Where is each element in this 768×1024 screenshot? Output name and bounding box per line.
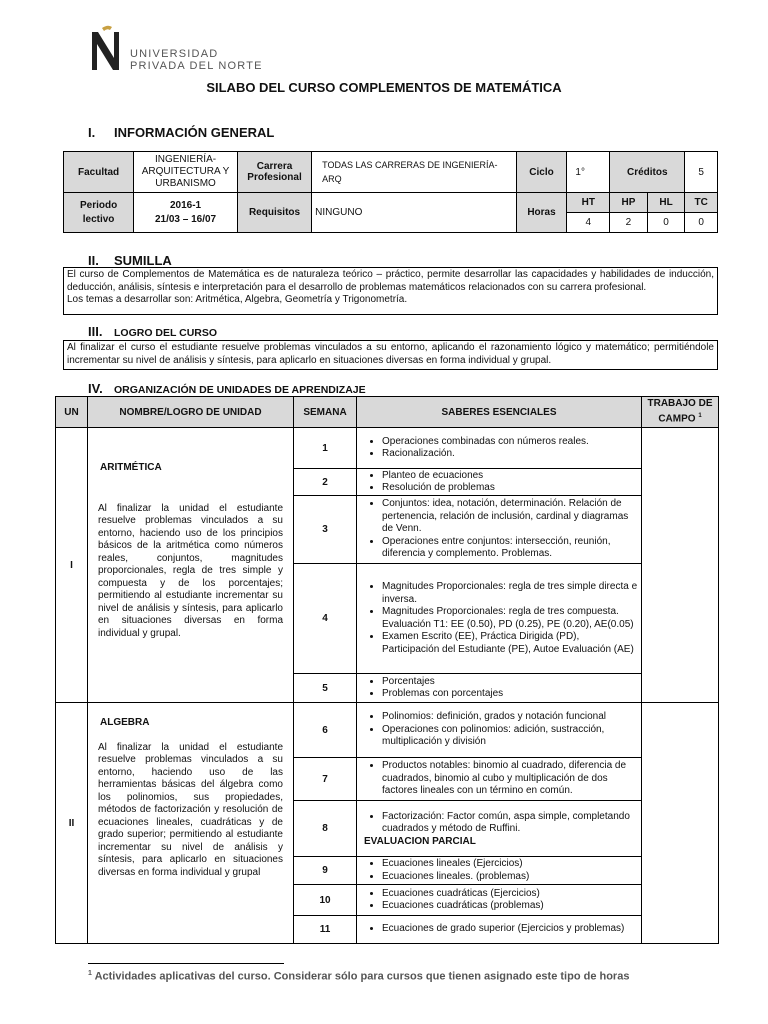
logo-text-name: PRIVADA DEL NORTE <box>130 60 263 72</box>
hp-label: HP <box>610 193 648 213</box>
creditos-value: 5 <box>685 152 718 193</box>
section-number: II. <box>88 253 99 268</box>
content-item: • Examen Escrito (EE), Práctica Dirigida (PD), Participación del Estudiante (PE), Autoe Evaluación (AE) <box>382 631 638 656</box>
unit-title-1: ARITMÉTICA <box>100 462 162 473</box>
trabajo-cell-2 <box>642 703 719 944</box>
section-number: IV. <box>88 381 103 396</box>
unit-logro-1: Al finalizar la unidad el estudiante resuelve problemas vinculados a su entorno, haciendo uso de los principios básicos de la aritmética como números reales, conjuntos, magnitudes proporcionales, regla de tres simple y compuesta y de los porcentajes; permitiendo al estudiante incrementar su nivel de análisis y síntesis, para aplicarlo en situaciones diversas en forma individual y grupal. <box>98 502 283 639</box>
content-item: • Productos notables: binomio al cuadrado, diferencia de cuadrados, binomio al cubo y multiplicación de dos factores lineales con un término en común. <box>382 760 638 798</box>
week-content <box>357 916 642 944</box>
section-number: III. <box>88 324 103 339</box>
content-item: • Operaciones con polinomios: adición, sustracción, multiplicación y división <box>382 724 638 749</box>
content-item: • Factorización: Factor común, aspa simple, completando cuadrados y método de Ruffini. <box>382 811 638 836</box>
week-content <box>357 496 642 564</box>
requisitos-label: Requisitos <box>237 193 311 233</box>
creditos-label: Créditos <box>610 152 685 193</box>
tc-label: TC <box>685 193 718 213</box>
content-item: • Polinomios: definición, grados y notación funcional <box>382 711 638 724</box>
units-table <box>55 396 719 944</box>
week-number: 5 <box>294 674 357 703</box>
header-semana: SEMANA <box>294 397 357 428</box>
week-content <box>357 758 642 801</box>
tc-value: 0 <box>685 213 718 233</box>
sumilla-text: El curso de Complementos de Matemática es de naturaleza teórico – práctico, permite desarrollar las capacidades y habilidades de inducción, deducción, análisis, síntesis e interpretación para el desarrollo de problemas matemáticos relacionados con su carrera profesional. <box>67 269 714 293</box>
content-item: • Ecuaciones lineales (Ejercicios) <box>382 858 638 871</box>
header-nombre: NOMBRE/LOGRO DE UNIDAD <box>88 397 294 428</box>
week-content <box>357 885 642 916</box>
header-trabajo-footnote-ref: 1 <box>698 413 702 420</box>
header-trabajo-text: TRABAJO DE CAMPO <box>647 398 713 425</box>
week-content <box>357 857 642 885</box>
unit-roman-1: I <box>56 428 88 703</box>
week-content <box>357 801 642 857</box>
periodo-code: 2016-1 <box>169 199 202 211</box>
section-title: SUMILLA <box>114 253 172 268</box>
evaluation-label: EVALUACION PARCIAL <box>364 835 476 847</box>
content-item: • Ecuaciones lineales. (problemas) <box>382 871 638 884</box>
week-number: 11 <box>294 916 357 944</box>
periodo-dates: 21/03 – 16/07 <box>154 213 217 225</box>
carrera-value: TODAS LAS CARRERAS DE INGENIERÍA-ARQ <box>312 152 516 193</box>
content-item: • Magnitudes Proporcionales: regla de tres simple directa e inversa. <box>382 581 638 606</box>
section-title: LOGRO DEL CURSO <box>114 327 218 339</box>
sumilla-topics: Los temas a desarrollar son: Aritmética, Algebra, Geometría y Trigonometría. <box>67 294 408 305</box>
logro-text: Al finalizar el curso el estudiante resuelve problemas vinculados a su entorno, aplicando el razonamiento lógico y matemático; permitiéndole incrementar su nivel de análisis y síntesis, para aplicarlo en situaciones diversas en forma individual y grupal. <box>67 342 714 366</box>
footnote-text: Actividades aplicativas del curso. Considerar sólo para cursos que tienen asignado este tipo de horas <box>94 970 630 983</box>
unit-roman-2: II <box>56 703 88 944</box>
header-trabajo <box>642 397 719 428</box>
footnote-separator <box>88 963 284 964</box>
content-item: • Racionalización. <box>382 448 638 461</box>
logro-box <box>63 340 718 370</box>
unit-logro-2: Al finalizar la unidad el estudiante resuelve problemas vinculados a su entorno, haciendo uso de las herramientas básicas del álgebra como los polinomios, sus propiedades, métodos de factorización y resolución de ecuaciones lineales, cuadráticas y de grado superior; permitiendo al estudiante incrementar su nivel de análisis y síntesis, para aplicarlo en situaciones diversas en forma individual y grupal <box>98 741 283 878</box>
unit-title-2: ALGEBRA <box>100 717 150 728</box>
ciclo-label: Ciclo <box>516 152 567 193</box>
week-content <box>357 564 642 674</box>
trabajo-cell-1 <box>642 428 719 703</box>
content-item: • Resolución de problemas <box>382 482 638 495</box>
hl-value: 0 <box>647 213 685 233</box>
week-number: 2 <box>294 469 357 496</box>
logo-text-university: UNIVERSIDAD <box>130 48 219 60</box>
content-item: • Operaciones combinadas con números reales. <box>382 436 638 449</box>
week-number: 1 <box>294 428 357 469</box>
week-number: 7 <box>294 758 357 801</box>
periodo-value <box>134 193 238 233</box>
content-item: • Ecuaciones cuadráticas (Ejercicios) <box>382 888 638 901</box>
week-content <box>357 674 642 703</box>
section-title: ORGANIZACIÓN DE UNIDADES DE APRENDIZAJE <box>114 384 366 396</box>
facultad-label: Facultad <box>64 152 134 193</box>
carrera-label: Carrera Profesional <box>237 152 311 193</box>
content-item: • Ecuaciones de grado superior (Ejercicios y problemas) <box>382 923 638 936</box>
section-number: I. <box>88 125 96 140</box>
ciclo-value: 1° <box>567 152 610 193</box>
week-number: 8 <box>294 801 357 857</box>
week-content <box>357 469 642 496</box>
week-number: 10 <box>294 885 357 916</box>
section-heading-sumilla <box>88 253 172 268</box>
unit-cell-1 <box>88 428 294 703</box>
header-saberes: SABERES ESENCIALES <box>357 397 642 428</box>
content-item: • Conjuntos: idea, notación, determinación. Relación de pertenencia, relación de inclusión, cardinal y diagramas de Venn. <box>382 498 638 536</box>
section-title: INFORMACIÓN GENERAL <box>114 125 275 140</box>
hl-label: HL <box>647 193 685 213</box>
ht-value: 4 <box>567 213 610 233</box>
general-info-table <box>63 151 718 233</box>
facultad-value: INGENIERÍA-ARQUITECTURA Y URBANISMO <box>134 152 238 193</box>
requisitos-value: NINGUNO <box>312 193 516 233</box>
footnote-marker: 1 <box>88 970 92 977</box>
content-item: • Planteo de ecuaciones <box>382 470 638 483</box>
content-item: • Ecuaciones cuadráticas (problemas) <box>382 900 638 913</box>
content-item: • Operaciones entre conjuntos: intersección, reunión, diferencia y complemento. Problemas. <box>382 536 638 561</box>
unit-cell-2 <box>88 703 294 944</box>
sumilla-box <box>63 267 718 315</box>
content-item: • Porcentajes <box>382 676 638 689</box>
section-heading-units <box>88 381 366 396</box>
content-item: • Magnitudes Proporcionales: regla de tres compuesta. Evaluación T1: EE (0.50), PD (0.25), PE (0.20), AE(0.05) <box>382 606 638 631</box>
document-title: SILABO DEL CURSO COMPLEMENTOS DE MATEMÁTICA <box>206 80 562 95</box>
content-item: • Problemas con porcentajes <box>382 688 638 701</box>
university-logo <box>82 24 128 72</box>
ht-label: HT <box>567 193 610 213</box>
week-number: 3 <box>294 496 357 564</box>
week-number: 6 <box>294 703 357 758</box>
week-content <box>357 428 642 469</box>
week-number: 4 <box>294 564 357 674</box>
footnote <box>88 970 629 983</box>
periodo-label: Periodo lectivo <box>64 193 134 233</box>
header-un: UN <box>56 397 88 428</box>
week-content <box>357 703 642 758</box>
section-heading-logro <box>88 324 217 339</box>
hp-value: 2 <box>610 213 648 233</box>
week-number: 9 <box>294 857 357 885</box>
horas-label: Horas <box>516 193 567 233</box>
section-heading-info <box>88 125 274 140</box>
